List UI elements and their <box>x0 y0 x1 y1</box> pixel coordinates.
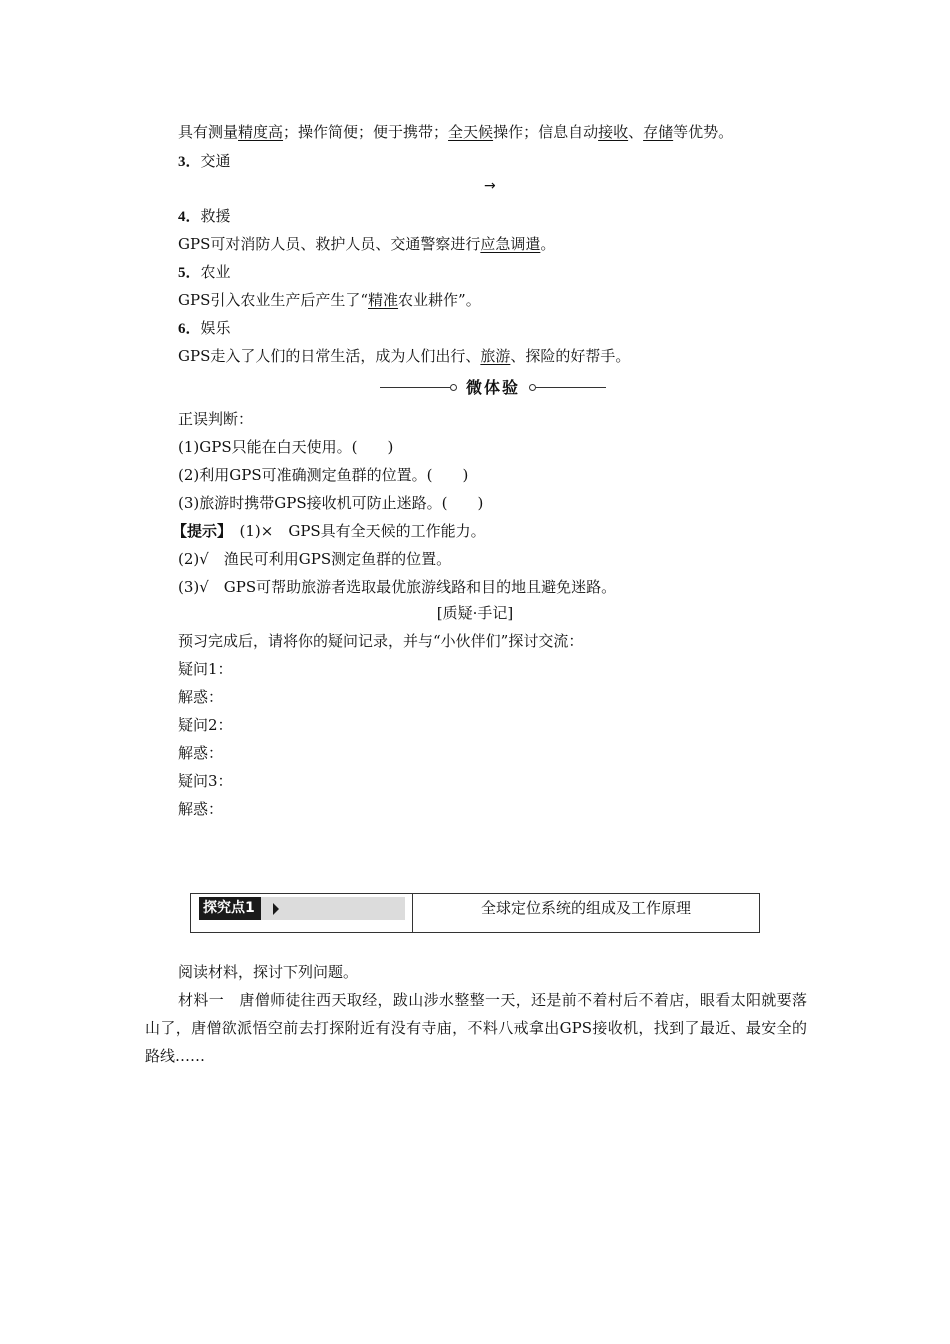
text-span: 。 <box>540 235 556 253</box>
hint-answer-1 <box>172 521 486 541</box>
hint-answer-3: (3)√ GPS可帮助旅游者选取最优旅游线路和目的地且避免迷路。 <box>178 578 617 596</box>
underlined-text: 精准 <box>368 291 399 309</box>
notes-title: [质疑·手记] <box>436 604 514 622</box>
divider-title: 微体验 <box>465 378 520 397</box>
text-span: 、探险的好帮手。 <box>510 347 631 365</box>
section-title: 救援 <box>200 207 231 225</box>
text-span: 、 <box>628 123 644 141</box>
text-span: 等优势。 <box>673 123 734 141</box>
explore-point-box <box>190 893 760 933</box>
text-span: GPS可对消防人员、救护人员、交通警察进行 <box>178 235 481 253</box>
underlined-text: 精度高 <box>238 123 284 141</box>
explore-point-tag: 探究点1 <box>199 897 261 920</box>
text-span: 具有测量 <box>178 123 239 141</box>
notes-question-1: 疑问1： <box>178 660 233 678</box>
section-6-heading <box>178 318 231 339</box>
section-4-text <box>178 234 555 254</box>
hint-label: 【提示】 <box>172 522 225 540</box>
section-6-text <box>178 346 630 366</box>
advantages-line <box>178 122 733 142</box>
section-5-text <box>178 290 481 310</box>
judge-heading: 正误判断： <box>178 410 254 428</box>
judge-question-2: (2)利用GPS可准确测定鱼群的位置。( ) <box>178 466 469 484</box>
triangle-right-icon <box>273 903 279 915</box>
section-number: 4． <box>178 209 201 225</box>
section-title: 农业 <box>200 263 231 281</box>
notes-answer-1: 解惑： <box>178 688 224 706</box>
section-5-heading <box>178 262 231 283</box>
hint-answer-2: (2)√ 渔民可利用GPS测定鱼群的位置。 <box>178 550 452 568</box>
explore-point-label-cell <box>191 894 413 932</box>
section-title: 交通 <box>200 152 231 170</box>
notes-answer-2: 解惑： <box>178 744 224 762</box>
text-span: 农业耕作”。 <box>398 291 481 309</box>
notes-question-2: 疑问2： <box>178 716 233 734</box>
section-divider <box>380 376 606 400</box>
explore-point-title: 全球定位系统的组成及工作原理 <box>480 899 691 917</box>
section-4-heading <box>178 206 231 227</box>
text-span: GPS引入农业生产后产生了“ <box>178 291 369 309</box>
underlined-text: 应急调遣 <box>480 235 541 253</box>
text-span: 操作；信息自动 <box>493 123 599 141</box>
section-number: 5． <box>178 265 201 281</box>
text-span: GPS走入了人们的日常生活，成为人们出行、 <box>178 347 481 365</box>
section-number: 3． <box>178 154 201 170</box>
underlined-text: 接收 <box>598 123 629 141</box>
notes-question-3: 疑问3： <box>178 772 233 790</box>
reading-intro: 阅读材料，探讨下列问题。 <box>178 963 359 981</box>
underlined-text: 存储 <box>643 123 674 141</box>
section-title: 娱乐 <box>200 319 231 337</box>
arrow-icon: → <box>484 178 496 194</box>
notes-intro: 预习完成后，请将你的疑问记录，并与“小伙伴们”探讨交流： <box>178 632 584 650</box>
explore-point-label <box>199 897 405 920</box>
section-3-heading <box>178 151 231 172</box>
reading-material-1: 材料一 唐僧师徒往西天取经，跋山涉水整整一天，还是前不着村后不着店，眼看太阳就要落山了，唐僧欲派悟空前去打探附近有没有寺庙，不料八戒拿出GPS接收机，找到了最近、最安全的路线…… <box>145 991 807 1065</box>
notes-answer-3: 解惑： <box>178 800 224 818</box>
judge-question-1: (1)GPS只能在白天使用。( ) <box>178 438 394 456</box>
text-span: (1)× GPS具有全天候的工作能力。 <box>224 522 486 540</box>
judge-question-3: (3)旅游时携带GPS接收机可防止迷路。( ) <box>178 494 484 512</box>
underlined-text: 旅游 <box>480 347 511 365</box>
underlined-text: 全天候 <box>448 123 494 141</box>
section-number: 6． <box>178 321 201 337</box>
text-span: ；操作简便；便于携带； <box>283 123 449 141</box>
